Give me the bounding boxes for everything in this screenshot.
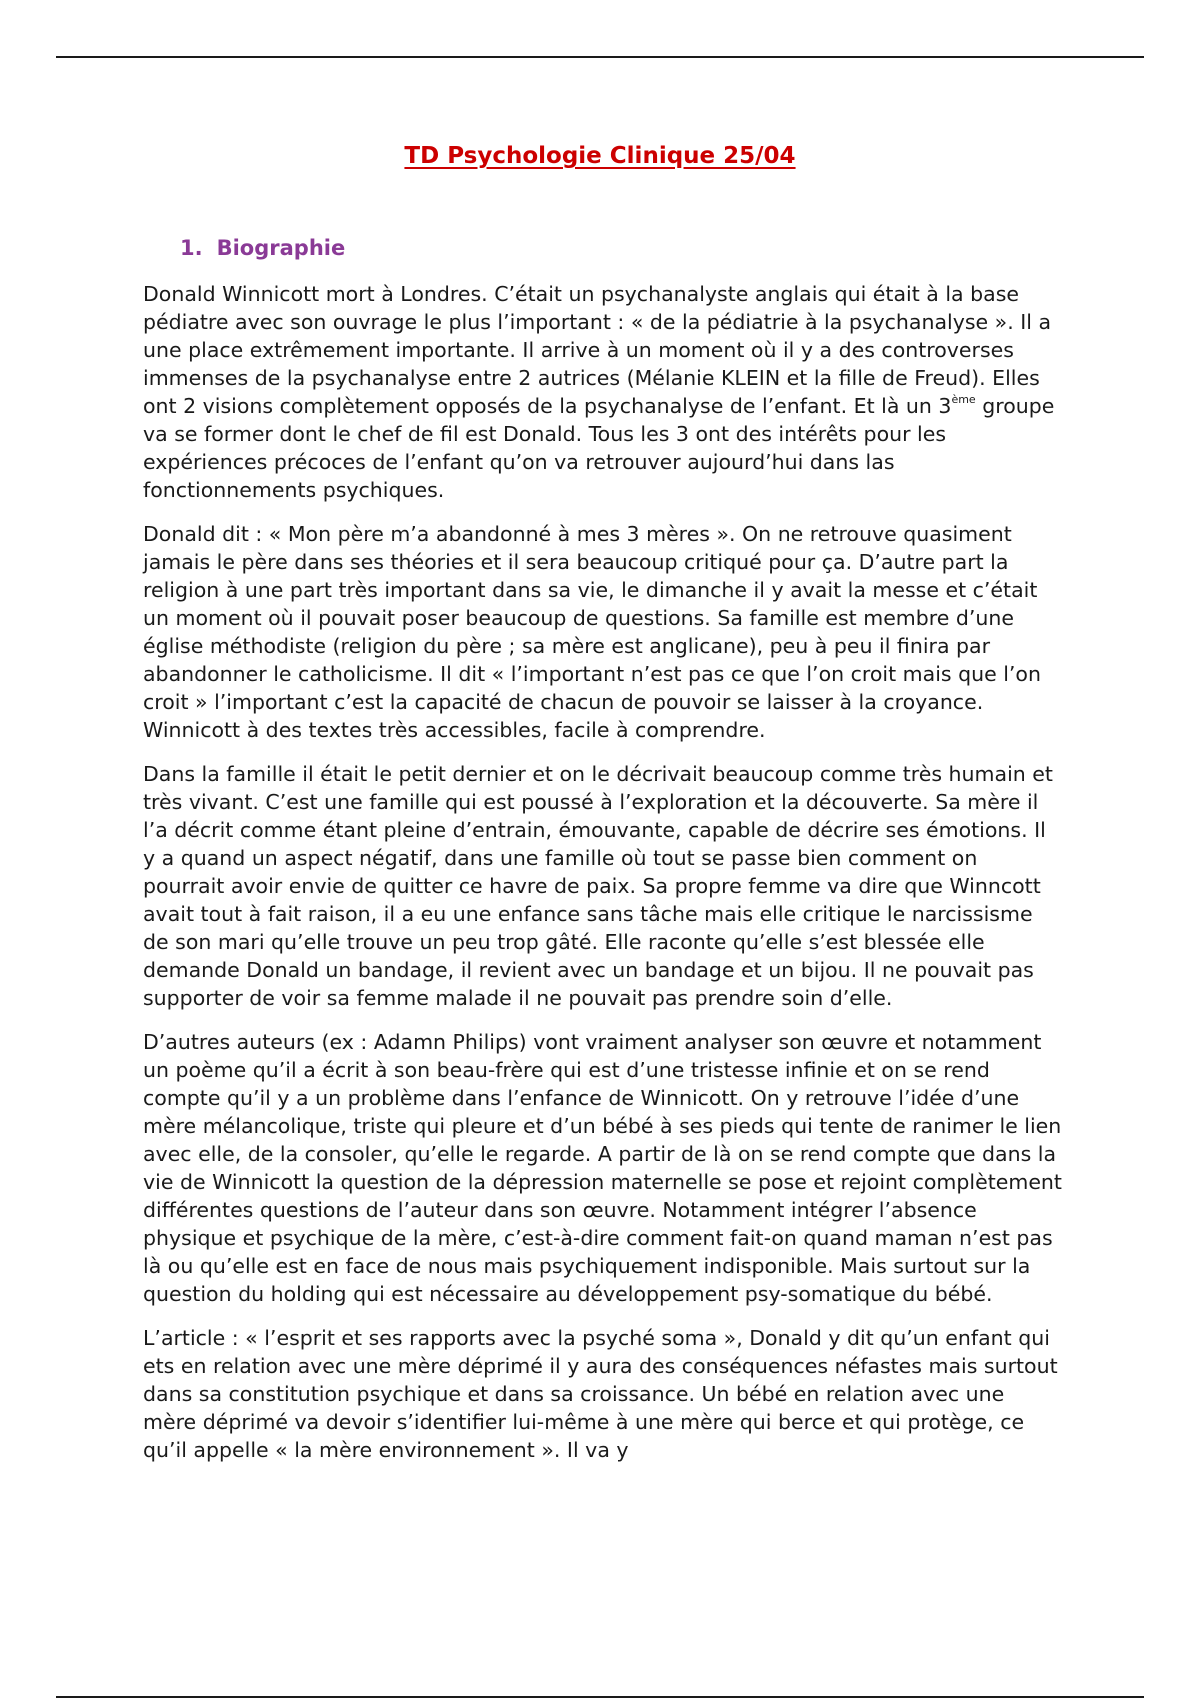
paragraph-5: L’article : « l’esprit et ses rapports avec la psyché soma », Donald y dit qu’un enfant qui ets en relation avec une mère déprimé il y aura des conséquences néfastes mais surtout dans sa constitution psychique et dans sa croissance. Un bébé en relation avec une mère déprimé va devoir s’identifier lui-même à une mère qui berce et qui protège, ce qu’il appelle « la mère environnement ». Il va y	[143, 1326, 1058, 1462]
paragraph-3: Dans la famille il était le petit dernier et on le décrivait beaucoup comme très humain et très vivant. C’est une famille qui est poussé à l’exploration et la découverte. Sa mère il l’a décrit comme étant pleine d’entrain, émouvante, capable de décrire ses émotions. Il y a quand un aspect négatif, dans une famille où tout se passe bien comment on pourrait avoir envie de quitter ce havre de paix. Sa propre femme va dire que Winncott avait tout à fait raison, il a eu une enfance sans tâche mais elle critique le narcissisme de son mari qu’elle trouve un peu trop gâté. Elle raconte qu’elle s’est blessée elle demande Donald un bandage, il revient avec un bandage et un bijou. Il ne pouvait pas supporter de voir sa femme malade il ne pouvait pas prendre soin d’elle.	[143, 762, 1053, 1010]
section-heading	[180, 234, 345, 262]
section-title: Biographie	[216, 236, 346, 260]
paragraph-1	[143, 280, 1063, 504]
paragraph-2: Donald dit : « Mon père m’a abandonné à mes 3 mères ». On ne retrouve quasiment jamais le père dans ses théories et il sera beaucoup critiqué pour ça. D’autre part la religion à une part très important dans sa vie, le dimanche il y avait la messe et c’était un moment où il pouvait poser beaucoup de questions. Sa famille est membre d’une église méthodiste (religion du père ; sa mère est anglicane), peu à peu il finira par abandonner le catholicisme. Il dit « l’important n’est pas ce que l’on croit mais que l’on croit » l’important c’est la capacité de chacun de pouvoir se laisser à la croyance. Winnicott à des textes très accessibles, facile à comprendre.	[143, 522, 1041, 742]
ordinal-superscript: ème	[951, 393, 976, 406]
paragraph-4: D’autres auteurs (ex : Adamn Philips) vont vraiment analyser son œuvre et notamment un poème qu’il a écrit à son beau-frère qui est d’une tristesse infinie et on se rend compte qu’il y a un problème dans l’enfance de Winnicott. On y retrouve l’idée d’une mère mélancolique, triste qui pleure et d’un bébé à ses pieds qui tente de ranimer le lien avec elle, de la consoler, qu’elle le regarde. A partir de là on se rend compte que dans la vie de Winnicott la question de la dépression maternelle se pose et rejoint complètement différentes questions de l’auteur dans son œuvre. Notamment intégrer l’absence physique et psychique de la mère, c’est-à-dire comment fait-on quand maman n’est pas là ou qu’elle est en face de nous mais psychiquement indisponible. Mais surtout sur la question du holding qui est nécessaire au développement psy-somatique du bébé.	[143, 1030, 1062, 1306]
top-rule	[56, 56, 1144, 58]
section-number: 1.	[180, 236, 203, 260]
document-body	[143, 280, 1063, 1480]
document-title: TD Psychologie Clinique 25/04	[404, 143, 796, 169]
paragraph-1-text-a: Donald Winnicott mort à Londres. C’était un psychanalyste anglais qui était à la base pédiatre avec son ouvrage le plus l’important : « de la pédiatrie à la psychanalyse ». Il a une place extrêmement importante. Il arrive à un moment où il y a des controverses immenses de la psychanalyse entre 2 autrices (Mélanie KLEIN et la fille de Freud). Elles ont 2 visions complètement opposés de la psychanalyse de l’enfant. Et là un 3	[143, 282, 1052, 418]
bottom-rule	[56, 1696, 1144, 1698]
paragraph-1-text-b: groupe va se former dont le chef de fil est Donald. Tous les 3 ont des intérêts pour les expériences précoces de l’enfant qu’on va retrouver aujourd’hui dans las fonctionnements psychiques.	[143, 394, 1055, 502]
